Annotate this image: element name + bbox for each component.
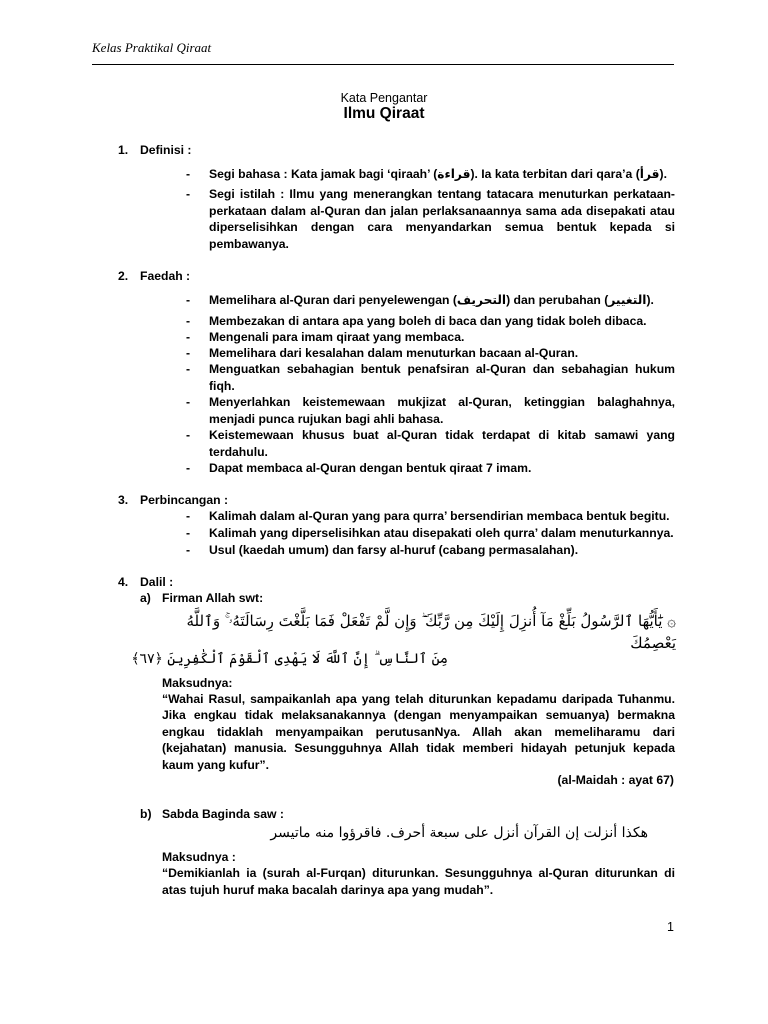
list-item: Mengenali para imam qiraat yang membaca. (209, 330, 465, 344)
list-bullet: - (186, 461, 191, 475)
list-item: Keistemewaan khusus buat al-Quran tidak terdapat di kitab samawi yang terdahulu. (209, 428, 675, 459)
section-3-number: 3. (118, 493, 129, 507)
section-2-number: 2. (118, 269, 129, 283)
subsection-b-title: Sabda Baginda saw : (162, 807, 284, 821)
list-bullet: - (186, 293, 191, 307)
list-bullet: - (186, 330, 191, 344)
section-4-number: 4. (118, 575, 129, 589)
list-bullet: - (186, 509, 191, 523)
list-bullet: - (186, 346, 191, 360)
page-number: 1 (667, 920, 674, 934)
subsection-a-label: a) (140, 591, 151, 605)
section-2-heading: Faedah : (140, 269, 191, 283)
list-bullet: - (186, 526, 191, 540)
list-item: Dapat membaca al-Quran dengan bentuk qiraat 7 imam. (209, 461, 532, 475)
document-title: Ilmu Qiraat (343, 105, 425, 122)
list-item: Segi bahasa : Kata jamak bagi ‘qiraah’ (قراءة). Ia kata terbitan dari qara’a (قرأ). (209, 167, 667, 181)
quran-verse-line-1: ۞ يَٰٓأَيُّهَا ٱلرَّسُولُ بَلِّغْ مَآ أُنزِلَ إِلَيْكَ مِن رَّبِّكَ ۖ وَإِن لَّمْ تَفْعَلْ فَمَا بَلَّغْتَ رِسَالَتَهُۥ ۚ وَٱللَّهُ يَعْصِمُكَ (186, 612, 676, 652)
list-bullet: - (186, 395, 191, 409)
meaning-label: Maksudnya : (162, 850, 236, 864)
subsection-a-title: Firman Allah swt: (162, 591, 264, 605)
verse-reference: (al-Maidah : ayat 67) (557, 773, 674, 787)
list-bullet: - (186, 428, 191, 442)
document-subtitle: Kata Pengantar (340, 91, 428, 105)
quran-verse-line-2: مِنَ ٱلنَّاسِ ۗ إِنَّ ٱللَّهَ لَا يَهْدِى ٱلْقَوْمَ ٱلْكَٰفِرِينَ ﴿٦٧﴾ (131, 651, 448, 667)
running-header: Kelas Praktikal Qiraat (92, 40, 212, 55)
header-rule (92, 64, 674, 65)
section-1-number: 1. (118, 143, 129, 157)
hadith-meaning: “Demikianlah ia (surah al-Furqan) diturunkan. Sesungguhnya al-Quran diturunkan di atas tujuh huruf maka bacalah darinya apa yang mudah”. (162, 866, 675, 897)
list-item: Memelihara al-Quran dari penyelewengan (التحريف) dan perubahan (التغيير). (209, 293, 654, 307)
verse-meaning: “Wahai Rasul, sampaikanlah apa yang telah diturunkan kepadamu daripada Tuhanmu. Jika engkau tidak melaksanakannya (dengan menyampaikan semuanya) bermakna engkau tidaklah menyampaikan perutusanNya. Allah akan memeliharamu dari (kejahatan) manusia. Sesungguhnya Allah tidak memberi hidayah petunjuk kepada kaum yang kufur”. (162, 692, 675, 772)
list-bullet: - (186, 362, 191, 376)
section-3-heading: Perbincangan : (140, 493, 229, 507)
list-item: Segi istilah : Ilmu yang menerangkan tentang tatacara menuturkan perkataan-perkataan dalam al-Quran dan jalan perlaksanaannya sama ada disepakati atau diperselisihkan dengan cara menyandarkan semua bentuk kepada si pembawanya. (209, 187, 675, 251)
list-item: Menguatkan sebahagian bentuk penafsiran al-Quran dan sebahagian hukum fiqh. (209, 362, 675, 393)
list-bullet: - (186, 314, 191, 328)
section-4-heading: Dalil : (140, 575, 174, 589)
list-bullet: - (186, 187, 191, 201)
list-item: Menyerlahkan keistemewaan mukjizat al-Quran, ketinggian balaghahnya, menjadi punca rujukan bagi ahli bahasa. (209, 395, 675, 426)
list-bullet: - (186, 543, 191, 557)
list-item: Usul (kaedah umum) dan farsy al-huruf (cabang permasalahan). (209, 543, 579, 557)
list-bullet: - (186, 167, 191, 181)
section-1-heading: Definisi : (140, 143, 192, 157)
list-item: Kalimah yang diperselisihkan atau disepakati oleh qurra’ dalam menuturkannya. (209, 526, 674, 540)
meaning-label: Maksudnya: (162, 676, 233, 690)
subsection-b-label: b) (140, 807, 152, 821)
list-item: Kalimah dalam al-Quran yang para qurra’ bersendirian membaca bentuk begitu. (209, 509, 670, 523)
list-item: Memelihara dari kesalahan dalam menuturkan bacaan al-Quran. (209, 346, 579, 360)
list-item: Membezakan di antara apa yang boleh di baca dan yang tidak boleh dibaca. (209, 314, 647, 328)
hadith-text: هكذا أنزلت إن القرآن أنزل على سبعة أحرف. فاقرؤوا منه ماتيسر (270, 825, 648, 841)
